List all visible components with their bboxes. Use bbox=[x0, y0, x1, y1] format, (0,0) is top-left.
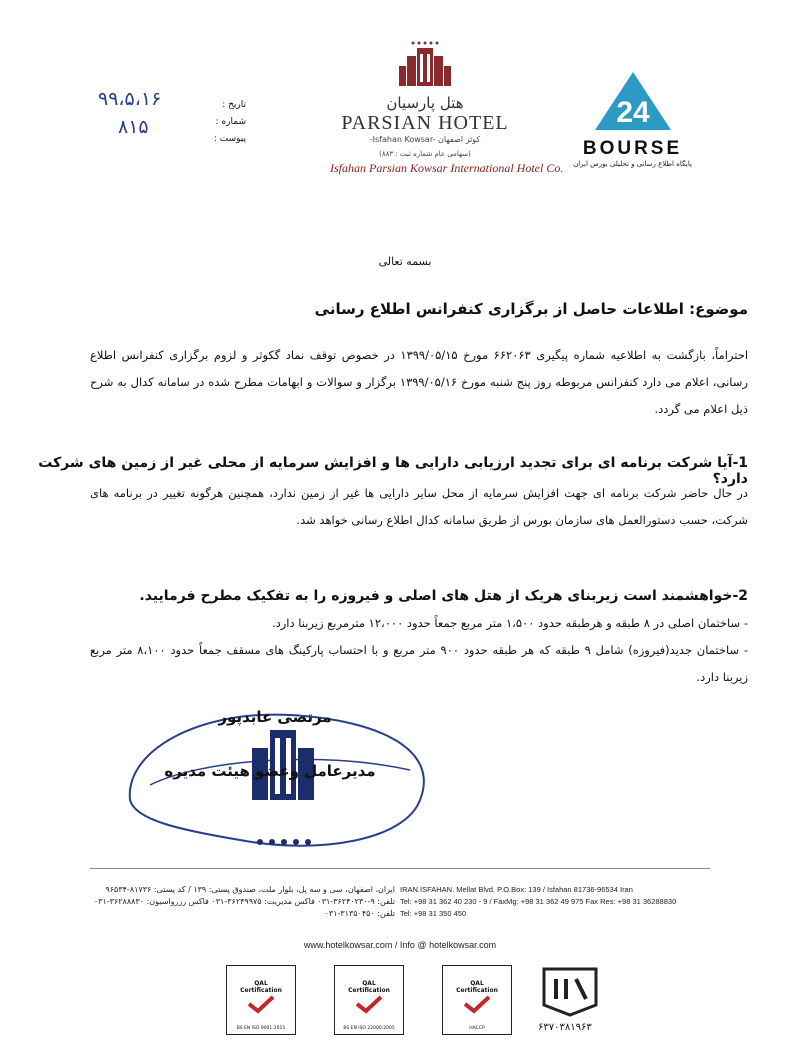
hotel-registration: (سهامی عام شماره ثبت : ۸۸۳) bbox=[379, 150, 471, 158]
hotel-name-fa: هتل پارسیان bbox=[386, 94, 464, 112]
bourse-tagline: پایگاه اطلاع رسانی و تحلیلی بورس ایران bbox=[573, 160, 692, 168]
bourse-logo-numeral: 24 bbox=[615, 96, 650, 129]
standard-code: ۶۳۷۰۳۸۱۹۶۳ bbox=[538, 1022, 592, 1033]
bourse-logo bbox=[560, 70, 705, 170]
hotel-company: Isfahan Parsian Kowsar International Hotel Co. bbox=[330, 161, 564, 175]
attachment-label: پیوست : bbox=[213, 134, 246, 144]
cert-iso9001: QAL Certification BS EN ISO 9001:2015 bbox=[226, 965, 296, 1035]
cert-haccp: QAL Certification HACCP bbox=[442, 965, 512, 1035]
bourse-triangle-icon bbox=[593, 70, 673, 132]
signature-block bbox=[120, 690, 450, 860]
number-label: شماره : bbox=[215, 117, 246, 127]
cert-iso22000: QAL Certification BS EN ISO 22000:2005 bbox=[334, 965, 404, 1035]
signatory-name: مرتضی عابدپور bbox=[218, 708, 332, 726]
footer-address-fa: ایران، اصفهان، سی و سه پل، بلوار ملت، صندوق پستی: ۱۳۹ / کد پستی: ۸۱۷۳۶-۹۶۵۳۴ تلفن: ۹-۳۶۲۴۰۲۳۰-۰۳۱ فاکس مدیریت: ۳۶۲۴۹۹۷۵-۰۳۱ فاکس رزرواسیون: ۳۶۲۸۸۸۳۰-۰۳۱ تلفن: ۳۱۳۵۰۴۵۰-۰۳۱ bbox=[93, 885, 395, 918]
answer-1: در حال حاضر شرکت برنامه ای جهت افزایش سرمایه از محل سایر دارایی ها غیر از زمین ندارد، همچنین هرگونه تغییر در برنامه های شرکت، حسب دستورالعمل های سازمان بورس از طریق سامانه کدال اطلاع رسانی خواهد شد. bbox=[90, 486, 748, 527]
iran-standard-icon bbox=[540, 965, 600, 1017]
date-label: تاریخ : bbox=[222, 100, 246, 110]
checkmark-icon bbox=[462, 994, 492, 1014]
subject-line: موضوع: اطلاعات حاصل از برگزاری کنفرانس اطلاع رسانی bbox=[314, 300, 748, 318]
intro-paragraph: احتراماً، بازگشت به اطلاعیه شماره پیگیری ۶۶۲۰۶۳ مورخ ۱۳۹۹/۰۵/۱۵ در خصوص توقف نماد گکوثر و لزوم برگزاری کنفرانس اطلاع رسانی، اعلام می دارد کنفرانس مربوطه روز پنج شنبه مورخ ۱۳۹۹/۰۵/۱۶ برگزار و سوالات و ابهامات مطرح شده در سامانه کدال به شرح ذیل اعلام می گردد. bbox=[90, 348, 749, 416]
handwritten-number: ۸۱۵ bbox=[118, 116, 149, 138]
signatory-role: مدیرعامل وعضو هیئت مدیره bbox=[164, 762, 376, 780]
checkmark-icon bbox=[354, 994, 384, 1014]
hotel-building-icon bbox=[395, 40, 455, 88]
footer-divider bbox=[90, 868, 710, 869]
bourse-word: BOURSE bbox=[582, 138, 683, 159]
hotel-sub-en: -Isfahan Kowsar- کوثر اصفهان bbox=[369, 135, 481, 144]
hotel-name-en: PARSIAN HOTEL bbox=[341, 112, 509, 134]
hotel-logo bbox=[330, 40, 564, 190]
footer-address-en: IRAN.ISFAHAN. Mellat Blvd. P.O.Box: 139 / Isfahan 81736-96534 Iran Tel: +98 31 362 40 230 - 9 / FaxMg: +98 31 362 49 975 Fax Res: +98 31 36288830 Tel: +98 31 350 450 bbox=[400, 885, 677, 918]
basmala: بسمه تعالی bbox=[378, 255, 432, 268]
question-2: 2-خواهشمند است زیربنای هریک از هتل های اصلی و فیروزه را به تفکیک مطرح فرمایید. bbox=[139, 588, 748, 604]
answer-2-new-building: - ساختمان جدید(فیروزه) شامل ۹ طبقه که هر طبقه حدود ۹۰۰ متر مربع و با احتساب پارکینگ های مسقف جمعاً حدود ۸،۱۰۰ متر مربع زیربنا دارد. bbox=[90, 643, 748, 684]
company-stamp-icon bbox=[238, 730, 328, 850]
checkmark-icon bbox=[246, 994, 276, 1014]
header-fields bbox=[196, 97, 246, 148]
footer-website: www.hotelkowsar.com / Info @ hotelkowsar.com bbox=[303, 940, 497, 950]
question-1: 1-آیا شرکت برنامه ای برای تجدید ارزیابی دارایی ها و افزایش سرمایه از محلی غیر از زمین های شرکت دارد؟ bbox=[38, 455, 748, 487]
answer-2-main-building: - ساختمان اصلی در ۸ طبقه و هرطبقه حدود ۱،۵۰۰ متر مربع جمعاً حدود ۱۲،۰۰۰ مترمربع زیربنا دارد. bbox=[271, 616, 748, 630]
handwritten-date: ۹۹،۵،۱۶ bbox=[98, 88, 162, 110]
